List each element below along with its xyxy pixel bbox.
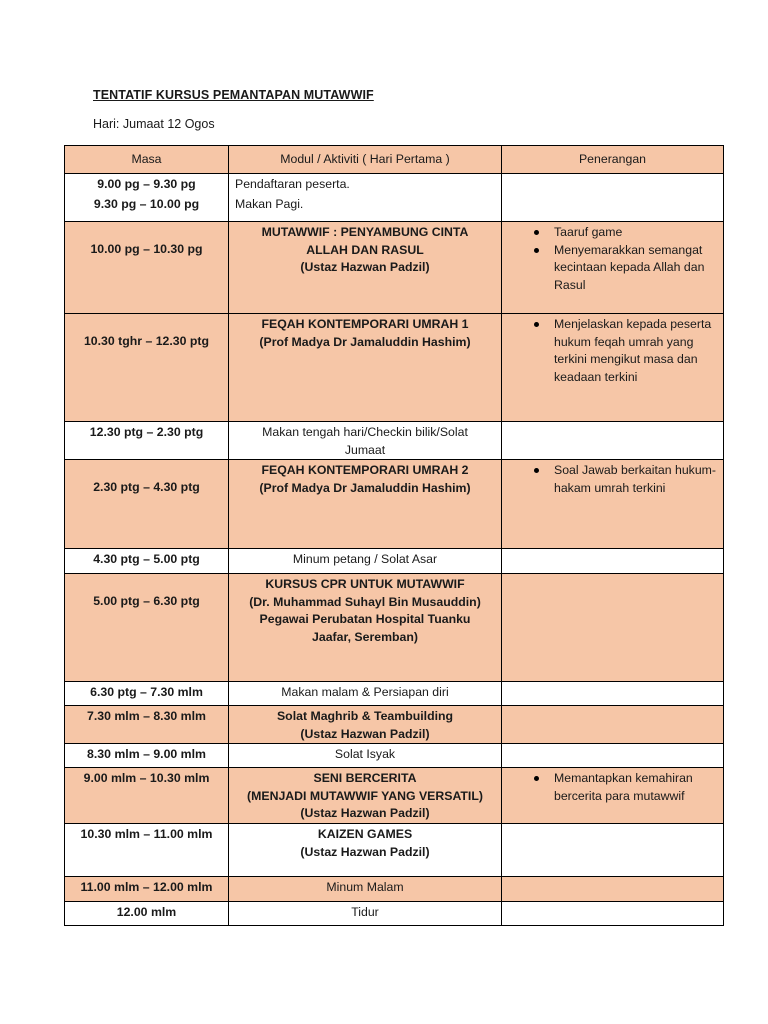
table-row xyxy=(65,902,724,926)
time-cell xyxy=(65,682,229,706)
module-text: Pendaftaran peserta. xyxy=(235,177,350,191)
time-text: 12.00 mlm xyxy=(116,905,177,919)
time-cell xyxy=(65,174,229,222)
document-title: TENTATIF KURSUS PEMANTAPAN MUTAWWIF xyxy=(93,88,374,102)
module-text: Makan malam & Persiapan diri xyxy=(281,685,449,699)
table-row xyxy=(65,877,724,902)
module-text: (MENJADI MUTAWWIF YANG VERSATIL) xyxy=(247,788,483,803)
table-row xyxy=(65,824,724,877)
module-cell xyxy=(229,460,502,549)
time-text: 9.30 pg – 10.00 pg xyxy=(93,196,200,211)
note-item: Menyemarakkan semangat kecintaan kepada Allah dan Rasul xyxy=(554,242,723,295)
module-text: Tidur xyxy=(351,905,379,919)
notes-cell xyxy=(502,902,724,926)
notes-cell xyxy=(502,174,724,222)
notes-cell xyxy=(502,877,724,902)
time-cell xyxy=(65,549,229,574)
module-cell xyxy=(229,706,502,744)
table-row xyxy=(65,174,724,222)
module-text: SENI BERCERITA xyxy=(313,771,417,785)
module-text: Minum Malam xyxy=(326,880,404,894)
header-notes: Penerangan xyxy=(502,146,724,174)
module-text: (Prof Madya Dr Jamaluddin Hashim) xyxy=(259,334,471,349)
module-text: Pegawai Perubatan Hospital Tuanku xyxy=(259,612,471,626)
table-row xyxy=(65,222,724,314)
module-cell xyxy=(229,682,502,706)
module-text: Solat Maghrib & Teambuilding xyxy=(276,709,454,723)
time-text: 10.30 tghr – 12.30 ptg xyxy=(83,334,210,348)
module-cell xyxy=(229,744,502,768)
module-cell xyxy=(229,902,502,926)
module-cell xyxy=(229,174,502,222)
time-cell xyxy=(65,706,229,744)
module-text: (Dr. Muhammad Suhayl Bin Musauddin) xyxy=(249,594,481,609)
module-text: Jumaat xyxy=(344,442,386,457)
time-cell xyxy=(65,768,229,824)
module-cell xyxy=(229,877,502,902)
notes-cell xyxy=(502,222,724,314)
table-row xyxy=(65,549,724,574)
module-text: ALLAH DAN RASUL xyxy=(306,242,424,257)
time-cell xyxy=(65,460,229,549)
table-row xyxy=(65,460,724,549)
module-cell xyxy=(229,824,502,877)
time-cell xyxy=(65,824,229,877)
time-text: 7.30 mlm – 8.30 mlm xyxy=(87,709,206,723)
day-label: Hari: Jumaat 12 Ogos xyxy=(93,117,215,131)
table-row xyxy=(65,682,724,706)
notes-cell xyxy=(502,549,724,574)
notes-cell xyxy=(502,824,724,877)
module-text: KAIZEN GAMES xyxy=(317,827,413,841)
note-item: Menjelaskan kepada peserta hukum feqah umrah yang terkini mengikut masa dan keadaan terkini xyxy=(554,316,723,386)
module-text: (Ustaz Hazwan Padzil) xyxy=(300,726,430,741)
time-text: 5.00 ptg – 6.30 ptg xyxy=(93,594,200,608)
module-cell xyxy=(229,549,502,574)
notes-cell xyxy=(502,422,724,460)
time-text: 4.30 ptg – 5.00 ptg xyxy=(93,552,200,566)
module-cell xyxy=(229,222,502,314)
time-cell xyxy=(65,902,229,926)
time-text: 9.00 mlm – 10.30 mlm xyxy=(83,771,210,785)
time-text: 9.00 pg – 9.30 pg xyxy=(97,177,196,191)
time-cell xyxy=(65,222,229,314)
module-text: (Ustaz Hazwan Padzil) xyxy=(300,260,430,274)
notes-cell xyxy=(502,706,724,744)
time-text: 2.30 ptg – 4.30 ptg xyxy=(93,480,200,494)
note-item: Taaruf game xyxy=(554,224,723,242)
module-text: (Prof Madya Dr Jamaluddin Hashim) xyxy=(259,480,471,495)
time-text: 8.30 mlm – 9.00 mlm xyxy=(87,747,206,761)
time-text: 12.30 ptg – 2.30 ptg xyxy=(89,425,204,439)
note-item: Soal Jawab berkaitan hukum-hakam umrah terkini xyxy=(554,462,723,497)
module-text: Makan Pagi. xyxy=(235,196,304,211)
module-cell xyxy=(229,422,502,460)
module-text: FEQAH KONTEMPORARI UMRAH 2 xyxy=(261,463,469,477)
table-row xyxy=(65,314,724,422)
notes-cell xyxy=(502,744,724,768)
header-time: Masa xyxy=(65,146,229,174)
time-cell xyxy=(65,422,229,460)
table-row xyxy=(65,706,724,744)
module-text: MUTAWWIF : PENYAMBUNG CINTA xyxy=(261,225,469,239)
time-cell xyxy=(65,574,229,682)
time-cell xyxy=(65,314,229,422)
module-text: FEQAH KONTEMPORARI UMRAH 1 xyxy=(261,317,469,331)
notes-cell xyxy=(502,768,724,824)
table-row xyxy=(65,744,724,768)
header-module: Modul / Aktiviti ( Hari Pertama ) xyxy=(229,146,502,174)
module-cell xyxy=(229,768,502,824)
time-cell xyxy=(65,744,229,768)
module-cell xyxy=(229,574,502,682)
time-text: 6.30 ptg – 7.30 mlm xyxy=(90,685,203,699)
notes-cell xyxy=(502,574,724,682)
table-row xyxy=(65,768,724,824)
module-text: Solat Isyak xyxy=(334,747,396,761)
table-row xyxy=(65,422,724,460)
module-text: Jaafar, Seremban) xyxy=(312,629,418,644)
module-text: Makan tengah hari/Checkin bilik/Solat xyxy=(262,425,468,439)
time-text: 10.00 pg – 10.30 pg xyxy=(90,242,203,256)
module-text: Minum petang / Solat Asar xyxy=(292,552,438,566)
time-text: 11.00 mlm – 12.00 mlm xyxy=(80,880,213,894)
time-cell xyxy=(65,877,229,902)
module-text: (Ustaz Hazwan Padzil) xyxy=(300,806,430,820)
notes-cell xyxy=(502,314,724,422)
notes-cell xyxy=(502,460,724,549)
notes-cell xyxy=(502,682,724,706)
schedule-table xyxy=(64,145,724,926)
module-cell xyxy=(229,314,502,422)
time-text: 10.30 mlm – 11.00 mlm xyxy=(80,827,213,841)
note-item: Memantapkan kemahiran bercerita para mutawwif xyxy=(554,770,723,805)
table-row xyxy=(65,574,724,682)
module-text: (Ustaz Hazwan Padzil) xyxy=(300,844,430,859)
table-header-row xyxy=(65,146,724,174)
module-text: KURSUS CPR UNTUK MUTAWWIF xyxy=(265,577,465,591)
